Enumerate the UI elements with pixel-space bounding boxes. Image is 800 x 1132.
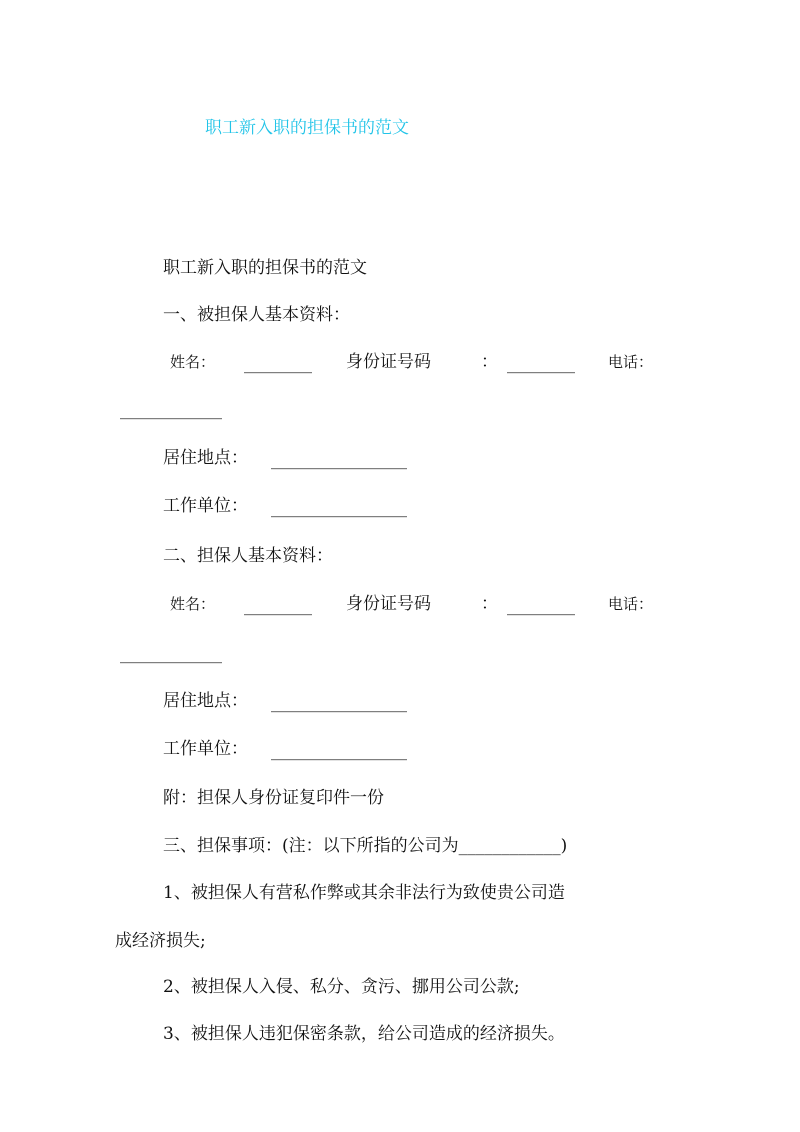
section1-work-label: 工作单位： — [163, 496, 248, 516]
cover-title: 职工新入职的担保书的范文 — [205, 118, 409, 138]
section3-item1-line2: 成经济损失; — [115, 931, 206, 951]
section1-phone-blank[interactable]: ____________ — [120, 400, 222, 420]
section2-id-label: 身份证号码 — [346, 594, 431, 614]
section2-work-blank[interactable]: ________________ — [271, 741, 407, 761]
section1-address-label: 居住地点： — [163, 448, 248, 468]
section2-phone-label: 电话： — [608, 595, 654, 613]
section3-item3: 3、被担保人违犯保密条款，给公司造成的经济损失。 — [163, 1024, 565, 1044]
section2-address-label: 居住地点： — [163, 691, 248, 711]
section1-address-blank[interactable]: ________________ — [271, 450, 407, 470]
section1-work-blank[interactable]: ________________ — [271, 498, 407, 518]
section2-work-label: 工作单位： — [163, 739, 248, 759]
section1-id-blank[interactable]: ________ — [507, 354, 575, 374]
section3-item1-line1: 1、被担保人有营私作弊或其余非法行为致使贵公司造 — [163, 883, 565, 903]
document-heading: 职工新入职的担保书的范文 — [163, 258, 367, 278]
section1-title: 一、被担保人基本资料： — [163, 305, 350, 325]
section2-title: 二、担保人基本资料： — [163, 546, 333, 566]
attachment-note: 附：担保人身份证复印件一份 — [163, 788, 384, 808]
section2-id-blank[interactable]: ________ — [507, 596, 575, 616]
section1-id-colon: ： — [481, 352, 498, 372]
section3-item2: 2、被担保人入侵、私分、贪污、挪用公司公款; — [163, 977, 520, 997]
section2-address-blank[interactable]: ________________ — [271, 693, 407, 713]
section2-phone-blank[interactable]: ____________ — [120, 644, 222, 664]
section2-name-blank[interactable]: ________ — [244, 596, 312, 616]
section2-id-colon: ： — [481, 594, 498, 614]
section3-title: 三、担保事项：(注：以下所指的公司为____________) — [163, 836, 568, 856]
section2-name-label: 姓名： — [170, 595, 216, 613]
section1-id-label: 身份证号码 — [346, 352, 431, 372]
section1-phone-label: 电话： — [608, 353, 654, 371]
section1-name-label: 姓名： — [170, 353, 216, 371]
section1-name-blank[interactable]: ________ — [244, 354, 312, 374]
